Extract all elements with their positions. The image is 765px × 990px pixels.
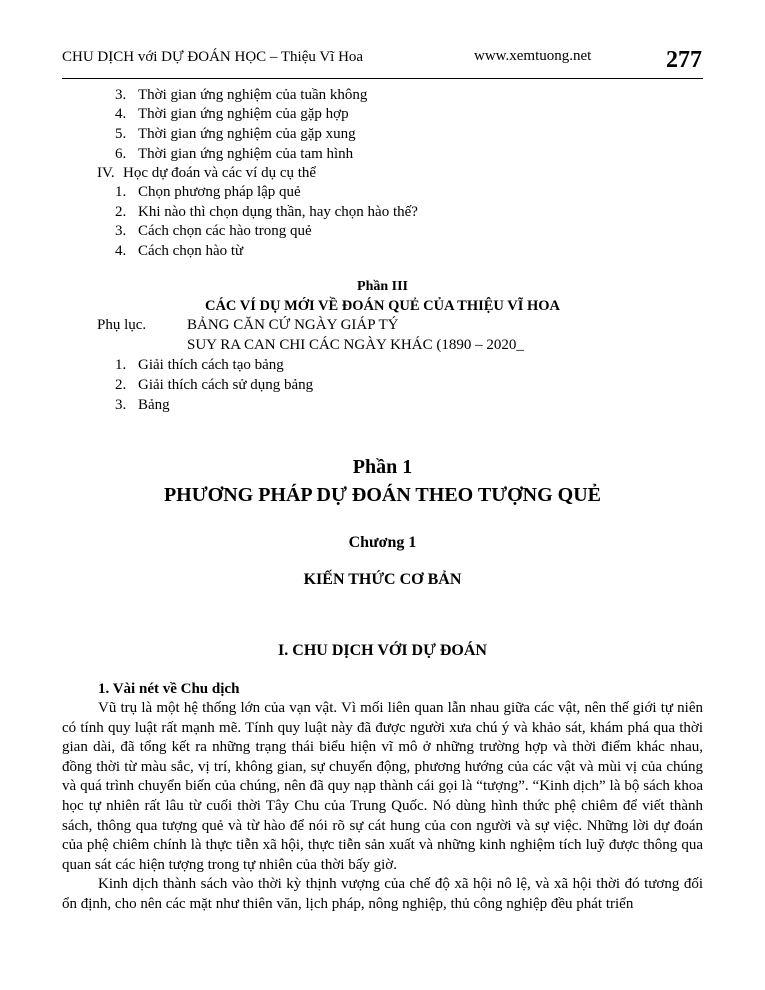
toc-item-text: Cách chọn các hào trong quẻ xyxy=(138,223,312,239)
toc-item xyxy=(115,203,418,222)
toc-item-text: Thời gian ứng nghiệm của tuần không xyxy=(138,87,368,103)
toc-item-number: 4. xyxy=(115,243,127,259)
toc-item-text: Chọn phương pháp lập quẻ xyxy=(138,184,301,200)
page-number: 277 xyxy=(666,47,702,73)
toc-item-text: Thời gian ứng nghiệm của gặp xung xyxy=(138,126,356,142)
toc-item-text: Thời gian ứng nghiệm của gặp hợp xyxy=(138,106,349,122)
toc-item xyxy=(115,145,354,164)
toc-section-number: IV. xyxy=(97,165,115,181)
toc-item-text: Giải thích cách sử dụng bảng xyxy=(138,377,314,393)
toc-item-text: Khi nào thì chọn dụng thần, hay chọn hào thế? xyxy=(138,204,418,220)
toc-item-number: 2. xyxy=(115,204,127,220)
toc-section-text: Học dự đoán và các ví dụ cụ thể xyxy=(123,165,317,181)
toc-item-number: 3. xyxy=(115,87,127,103)
toc-item xyxy=(115,242,244,261)
book-title: CHU DỊCH với DỰ ĐOÁN HỌC – Thiệu Vĩ Hoa xyxy=(62,49,364,65)
header-divider xyxy=(62,78,703,79)
toc-item xyxy=(115,396,170,415)
toc-item-number: 1. xyxy=(115,184,127,200)
appendix-title-line2: SUY RA CAN CHI CÁC NGÀY KHÁC (1890 – 2020_ xyxy=(187,337,524,353)
part1-label: Phần 1 xyxy=(352,456,413,478)
toc-item-number: 3. xyxy=(115,223,127,239)
subsection-title: 1. Vài nét về Chu dịch xyxy=(98,681,240,697)
toc-item-number: 6. xyxy=(115,146,127,162)
toc-item-text: Thời gian ứng nghiệm của tam hình xyxy=(138,146,354,162)
toc-item-text: Bảng xyxy=(138,397,170,413)
body-text xyxy=(62,699,703,915)
part3-title: CÁC VÍ DỤ MỚI VỀ ĐOÁN QUẺ CỦA THIỆU VĨ HOA xyxy=(204,298,561,314)
chapter-title: KIẾN THỨC CƠ BẢN xyxy=(303,571,462,588)
toc-item xyxy=(115,376,314,395)
part1-title: PHƯƠNG PHÁP DỰ ĐOÁN THEO TƯỢNG QUẺ xyxy=(163,484,602,506)
toc-item xyxy=(115,183,301,202)
part3-label: Phần III xyxy=(357,279,408,294)
toc-section xyxy=(97,164,317,183)
paragraph: Kinh dịch thành sách vào thời kỳ thịnh vượng của chế độ xã hội nô lệ, và xã hội thời đó tương đối ổn định, cho nên các mặt như thiên văn, lịch pháp, nông nghiệp, thủ công nghiệp đều phát triển xyxy=(62,876,703,912)
toc-item-text: Giải thích cách tạo bảng xyxy=(138,357,284,373)
toc-item xyxy=(115,105,349,124)
appendix-label: Phụ lục. xyxy=(97,317,147,333)
toc-item xyxy=(115,356,284,375)
appendix-title-line1: BẢNG CĂN CỨ NGÀY GIÁP TÝ xyxy=(187,317,399,333)
toc-item xyxy=(115,125,356,144)
toc-item-number: 5. xyxy=(115,126,127,142)
website-url: www.xemtuong.net xyxy=(474,48,592,64)
toc-item-number: 1. xyxy=(115,357,127,373)
paragraph: Vũ trụ là một hệ thống lớn của vạn vật. Vì mối liên quan lẫn nhau giữa các vật, nên thế giới tự niên có tính quy luật rất mạnh mẽ. Tính quy luật này đã được người xưa chú ý và khảo sát, khám phá qua thời gian dài, đã tổng kết ra những trạng thái biểu hiện vĩ mô ở những trường hợp và thời điểm khác nhau, đồng thời từ màu sắc, vị trí, không gian, sự chuyển động, phương hướng của các vật và mùi vị của chúng và quá trình chuyển biến của chúng, nên đã quy nạp thành cái gọi là “tượng”. “Kinh dịch” là bộ sách khoa học tự nhiên rất lâu từ cuối thời Tây Chu của Trung Quốc. Nó dùng hình thức phệ chiêm để viết thành sách, thông qua tượng quẻ và từ hào để nói rõ sự cát hung của con người và sự việc. Những lời dự đoán của phệ chiêm chính là thực tiễn xã hội, thực tiễn sản xuất và những kinh nghiệm tích luỹ được thông qua quan sát các hiện tượng trong tự nhiên của thời bấy giờ. xyxy=(62,700,703,873)
page-header xyxy=(62,47,702,79)
chapter-label: Chương 1 xyxy=(348,534,417,551)
toc-item-number: 3. xyxy=(115,397,127,413)
toc-item-number: 4. xyxy=(115,106,127,122)
toc-item-number: 2. xyxy=(115,377,127,393)
toc-item xyxy=(115,86,368,105)
toc-item xyxy=(115,222,312,241)
toc-item-text: Cách chọn hào từ xyxy=(138,243,244,259)
section-title: I. CHU DỊCH VỚI DỰ ĐOÁN xyxy=(278,642,487,659)
